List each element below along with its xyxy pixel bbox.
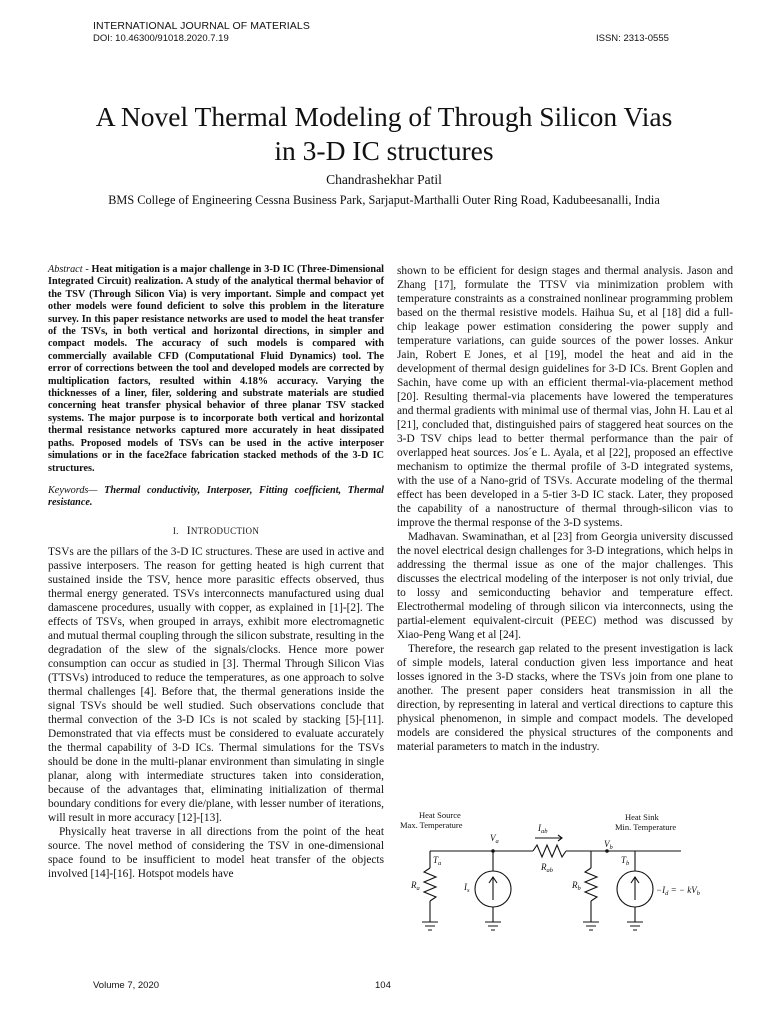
ground-ra xyxy=(422,922,438,930)
rab-label: $R_{ab}$ xyxy=(541,862,553,874)
section-number: I. xyxy=(172,525,179,536)
ground-id xyxy=(627,922,643,930)
resistor-rb xyxy=(585,868,597,901)
tb-label: $T_b$ xyxy=(621,855,630,867)
current-source-id-arrow xyxy=(631,877,639,900)
affiliation: BMS College of Engineering Cessna Business Park, Sarjaput-Marthalli Outer Ring Road, Kadubeesanalli, India xyxy=(108,193,660,207)
journal-name: INTERNATIONAL JOURNAL OF MATERIALS xyxy=(93,20,310,32)
thermal-circuit-figure xyxy=(397,810,733,945)
issn: ISSN: 2313-0555 xyxy=(596,33,669,44)
section-heading-introduction xyxy=(48,524,384,539)
author: Chandrashekhar Patil xyxy=(326,172,442,187)
rb-label: $R_b$ xyxy=(572,880,581,892)
circuit-diagram xyxy=(397,810,733,945)
ta-label: $T_a$ xyxy=(433,855,442,867)
current-arrow-iab xyxy=(535,835,562,841)
paper-title-line2: in 3-D IC structures xyxy=(274,135,494,166)
abstract-lead: Abstract - xyxy=(48,264,89,275)
node-va xyxy=(491,849,495,853)
id-equation-label: $-I_d$ = − $kV_b$ xyxy=(656,885,700,897)
abstract-text: Heat mitigation is a major challenge in 3-D IC (Three-Dimensional Integrated Circuit) realization. A study of the analytical thermal behavior of the TSV (Through Silicon Via) is very important. Simple and compact yet other models were found deficient to solve this problem in the literature survey. In this paper resistance networks are used to model the heat transfer of the TSVs, in both vertical and horizontal directions, in simpler and compact models. The accuracy of such models is compared with commercially available CFD (Computational Fluid Dynamics) tool. The error of corrections between the tool and developed models are corrected by multiplication factors, resulted within 4.18% accuracy. Varying the thicknesses of a liner, filer, soldering and substrate materials are studied concerning heat transfer physical behavior of three planar TSV stacked systems. The major purpose is to incorporate both vertical and horizontal thermal resistance networks captured more accurately in heat dissipated paths. Proposed models of TSVs can be used in the active interposer simulations or in the face2face fabrication stacked methods of the 3-D IC structures. xyxy=(48,264,384,474)
heat-source-temp-label: Max. Temperature xyxy=(400,820,463,830)
paper-title xyxy=(40,100,728,168)
heat-source-label: Heat Source xyxy=(419,810,461,820)
iab-label: $I_{ab}$ xyxy=(538,823,548,835)
page-number: 104 xyxy=(375,980,391,991)
right-column xyxy=(397,264,733,754)
section-title-rest: NTRODUCTION xyxy=(190,525,260,536)
intro-paragraph-2: Physically heat traverse in all directions from the point of the heat source. The novel method of considering the TSV in one-dimensional space found to be insufficient to model heat transfer of the objects involved [14]-[16]. Hotspot models have xyxy=(48,825,384,880)
keywords-text: Thermal conductivity, Interposer, Fitting coefficient, Thermal resistance. xyxy=(48,484,384,509)
current-source-is-arrow xyxy=(489,877,497,900)
right-paragraph-1: shown to be efficient for design stages and thermal analysis. Jason and Zhang [17], formulate the TTSV via minimization problem with temperature constraints as a constrained nonlinear programming problem based on the thermal resistive models. Haihua Su, et al [18] did a full-chip leakage power estimation considering the power supply and temperature variations, can guide sources of the power losses. Ankur Jain, Robert E Jones, et al [19], model the heat and aid in the development of thermal design guidelines for 3-D ICs. Brent Goplen and Sachin, have come up with an efficient thermal-via-placement method [20]. Resulting thermal-via placements have lowered the temperatures and thermal gradients with minimal use of thermal vias, John H. Lau et al [21], concluded that, distinguished pairs of staggered heat sources on the 3-D TSV chips lead to better thermal performance than the pair of overlapped heat sources. Jos´e L. Ayala, et al [22], proposed an effective mechanism to optimize the thermal profile of 3-D integrated systems, with the use of a Nano-grid of TSVs. Accurate modeling of the thermal effect has been developed in a 5-tier 3-D IC stack. Later, they proposed the capability of a nanostructure of thermal through-silicon vias to improve the thermal response of the 3-D systems. xyxy=(397,265,733,529)
resistor-rab xyxy=(533,845,566,857)
resistor-ra xyxy=(424,868,436,901)
keywords-lead: Keywords— xyxy=(48,484,98,496)
right-paragraph-3: Therefore, the research gap related to the present investigation is lack of simple models, lateral conduction given less importance and heat losses ignored in the 3-D stacks, where the TSVs join from one plane to another. The present paper considers heat transmission in all the direction, by representing in lateral and vertical directions to capture this physical phenomenon, in simple and compact models. The developed models are considered the physical structures of the components and material parameters to match in the industry. xyxy=(397,643,733,753)
ra-label: $R_a$ xyxy=(411,880,420,892)
section-title-first: I xyxy=(186,524,191,537)
va-label: $V_a$ xyxy=(490,833,499,845)
heat-sink-label: Heat Sink xyxy=(625,812,659,822)
is-label: $I_s$ xyxy=(464,882,470,894)
paper-title-line1: A Novel Thermal Modeling of Through Silicon Vias xyxy=(95,101,673,132)
intro-paragraph-1: TSVs are the pillars of the 3-D IC structures. These are used in active and passive interposers. The reason for getting heated is high current that sustained inside the TSV, hence more parasitic effects observed, thus thermal energy generated. TSVs interconnects manufactured using dual damascene procedures, usually with copper, as explained in [1]-[2]. The effects of TSVs, when grouped in arrays, exhibit more electromagnetic and mutual thermal coupling through the silicon substrate, resulting in the degradation of the slew of the signals/clocks. Hence more power consumption can occur as studied in [3]. Thermal Through Silicon Vias (TTSVs) introduced to reduce the temperatures, as one approach to solve thermal challenges [4]. Before that, the thermal generations inside the signal TSVs should be well studied. Such observations conclude that thermal convection of the 3-D ICs is not scaled by stacking [5]-[11]. Demonstrated that via effects must be considered to evaluate accurately the thermal capability of 3-D ICs. Thermal simulations for the TSVs should be done in the multi-planar environment than simulating in single planar, along with intermediate structures taken into consideration, because of the advantages that, eliminating initialization of thermal boundary conditions for every die/plane, with lesser number of iterations, will result in more accuracy [12]-[13]. xyxy=(48,545,384,824)
volume-label: Volume 7, 2020 xyxy=(93,980,160,991)
ground-is xyxy=(485,922,501,930)
vb-label: $V_b$ xyxy=(604,839,613,851)
keywords xyxy=(48,485,384,510)
abstract xyxy=(48,264,384,475)
ground-rb xyxy=(583,922,599,930)
node-vb xyxy=(605,849,609,853)
heat-sink-temp-label: Min. Temperature xyxy=(615,822,677,832)
doi: DOI: 10.46300/91018.2020.7.19 xyxy=(93,33,229,44)
right-paragraph-2: Madhavan. Swaminathan, et al [23] from Georgia university discussed the novel electrical design challenges for 3-D integrations, which helps in addressing the thermal issue as one of the major challenges. This discusses the electrical modeling of the interposer is not only trivial, due to lossy and semiconducting behavior and temperature effect. Electrothermal modeling of through silicon via interconnects, using the partial-element equivalent-circuit (PEEC) method was discussed by Xiao-Peng Wang et al [24]. xyxy=(397,531,733,641)
left-column xyxy=(48,264,384,881)
